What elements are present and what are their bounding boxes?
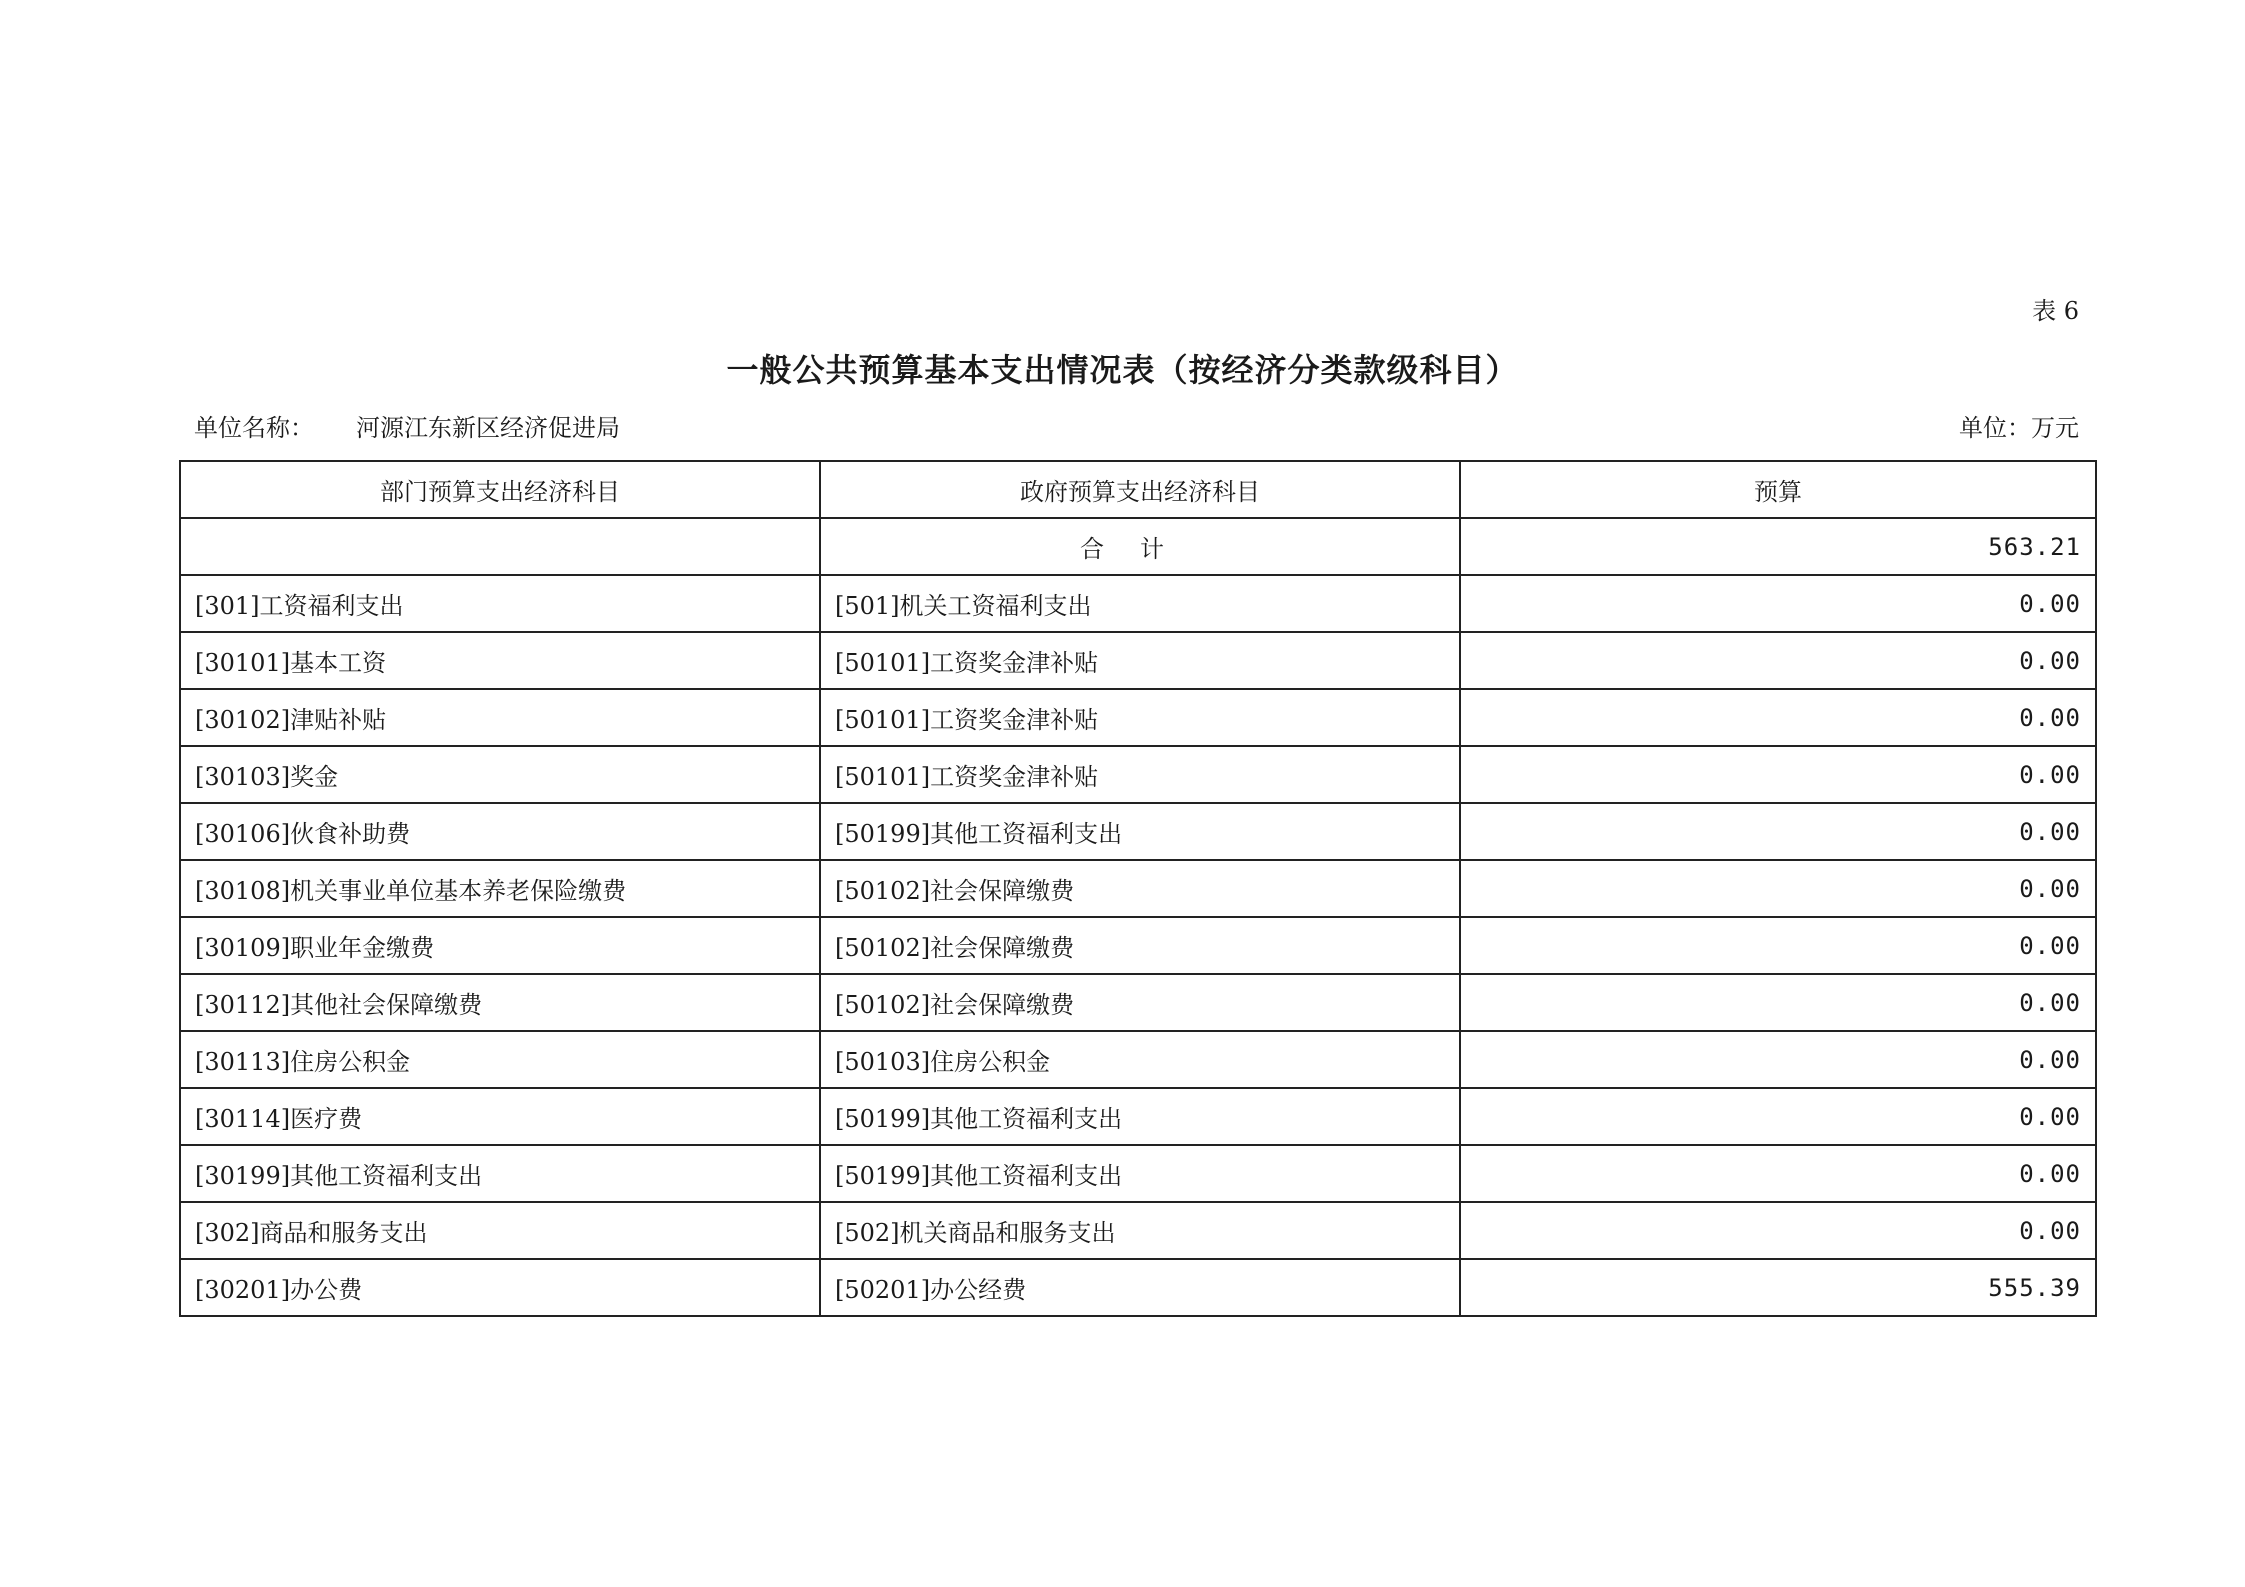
gov-subject-cell: [50102]社会保障缴费 — [820, 917, 1460, 974]
dept-subject-cell: [30199]其他工资福利支出 — [180, 1145, 820, 1202]
table-row — [180, 689, 2096, 746]
gov-subject-cell: [502]机关商品和服务支出 — [820, 1202, 1460, 1259]
table-row — [180, 803, 2096, 860]
table-row — [180, 1031, 2096, 1088]
dept-subject-cell: [301]工资福利支出 — [180, 575, 820, 632]
table-row — [180, 1202, 2096, 1259]
gov-subject-cell: [50201]办公经费 — [820, 1259, 1460, 1316]
table-row — [180, 1259, 2096, 1316]
unit-name-label: 单位名称： — [194, 414, 314, 442]
budget-amount-cell: 0.00 — [1460, 575, 2096, 632]
header-row — [180, 461, 2096, 518]
dept-subject-cell: [30113]住房公积金 — [180, 1031, 820, 1088]
dept-subject-cell: [30101]基本工资 — [180, 632, 820, 689]
header-gov-subject: 政府预算支出经济科目 — [820, 461, 1460, 518]
budget-amount-cell: 0.00 — [1460, 1088, 2096, 1145]
table-row — [180, 1145, 2096, 1202]
dept-subject-cell: [302]商品和服务支出 — [180, 1202, 820, 1259]
table-row — [180, 746, 2096, 803]
gov-subject-cell: [50101]工资奖金津补贴 — [820, 746, 1460, 803]
dept-subject-cell: [30106]伙食补助费 — [180, 803, 820, 860]
dept-subject-cell: [30112]其他社会保障缴费 — [180, 974, 820, 1031]
gov-subject-cell: [50199]其他工资福利支出 — [820, 1145, 1460, 1202]
budget-amount-cell: 0.00 — [1460, 746, 2096, 803]
table-row — [180, 1088, 2096, 1145]
total-value: 563.21 — [1460, 518, 2096, 575]
table-row — [180, 575, 2096, 632]
dept-subject-cell: [30114]医疗费 — [180, 1088, 820, 1145]
dept-subject-cell: [30201]办公费 — [180, 1259, 820, 1316]
total-label: 合计 — [820, 518, 1460, 575]
budget-amount-cell: 0.00 — [1460, 1145, 2096, 1202]
total-empty-cell — [180, 518, 820, 575]
header-budget: 预算 — [1460, 461, 2096, 518]
budget-amount-cell: 0.00 — [1460, 689, 2096, 746]
table-row — [180, 860, 2096, 917]
table-number: 表 6 — [2032, 297, 2079, 325]
budget-amount-cell: 0.00 — [1460, 1202, 2096, 1259]
table-row — [180, 632, 2096, 689]
header-dept-subject: 部门预算支出经济科目 — [180, 461, 820, 518]
budget-amount-cell: 0.00 — [1460, 917, 2096, 974]
dept-subject-cell: [30109]职业年金缴费 — [180, 917, 820, 974]
table-row — [180, 917, 2096, 974]
budget-amount-cell: 0.00 — [1460, 860, 2096, 917]
budget-amount-cell: 0.00 — [1460, 974, 2096, 1031]
budget-table — [179, 460, 2097, 1317]
budget-amount-cell: 0.00 — [1460, 803, 2096, 860]
budget-amount-cell: 0.00 — [1460, 1031, 2096, 1088]
dept-subject-cell: [30108]机关事业单位基本养老保险缴费 — [180, 860, 820, 917]
currency-unit: 单位：万元 — [1959, 414, 2079, 442]
table-row — [180, 974, 2096, 1031]
document-title: 一般公共预算基本支出情况表（按经济分类款级科目） — [726, 351, 1519, 389]
gov-subject-cell: [50102]社会保障缴费 — [820, 860, 1460, 917]
dept-subject-cell: [30102]津贴补贴 — [180, 689, 820, 746]
gov-subject-cell: [501]机关工资福利支出 — [820, 575, 1460, 632]
unit-name-value: 河源江东新区经济促进局 — [356, 414, 620, 442]
gov-subject-cell: [50101]工资奖金津补贴 — [820, 632, 1460, 689]
total-row — [180, 518, 2096, 575]
unit-name-line — [194, 412, 620, 444]
gov-subject-cell: [50199]其他工资福利支出 — [820, 803, 1460, 860]
gov-subject-cell: [50103]住房公积金 — [820, 1031, 1460, 1088]
budget-amount-cell: 0.00 — [1460, 632, 2096, 689]
gov-subject-cell: [50102]社会保障缴费 — [820, 974, 1460, 1031]
gov-subject-cell: [50199]其他工资福利支出 — [820, 1088, 1460, 1145]
dept-subject-cell: [30103]奖金 — [180, 746, 820, 803]
gov-subject-cell: [50101]工资奖金津补贴 — [820, 689, 1460, 746]
budget-amount-cell: 555.39 — [1460, 1259, 2096, 1316]
